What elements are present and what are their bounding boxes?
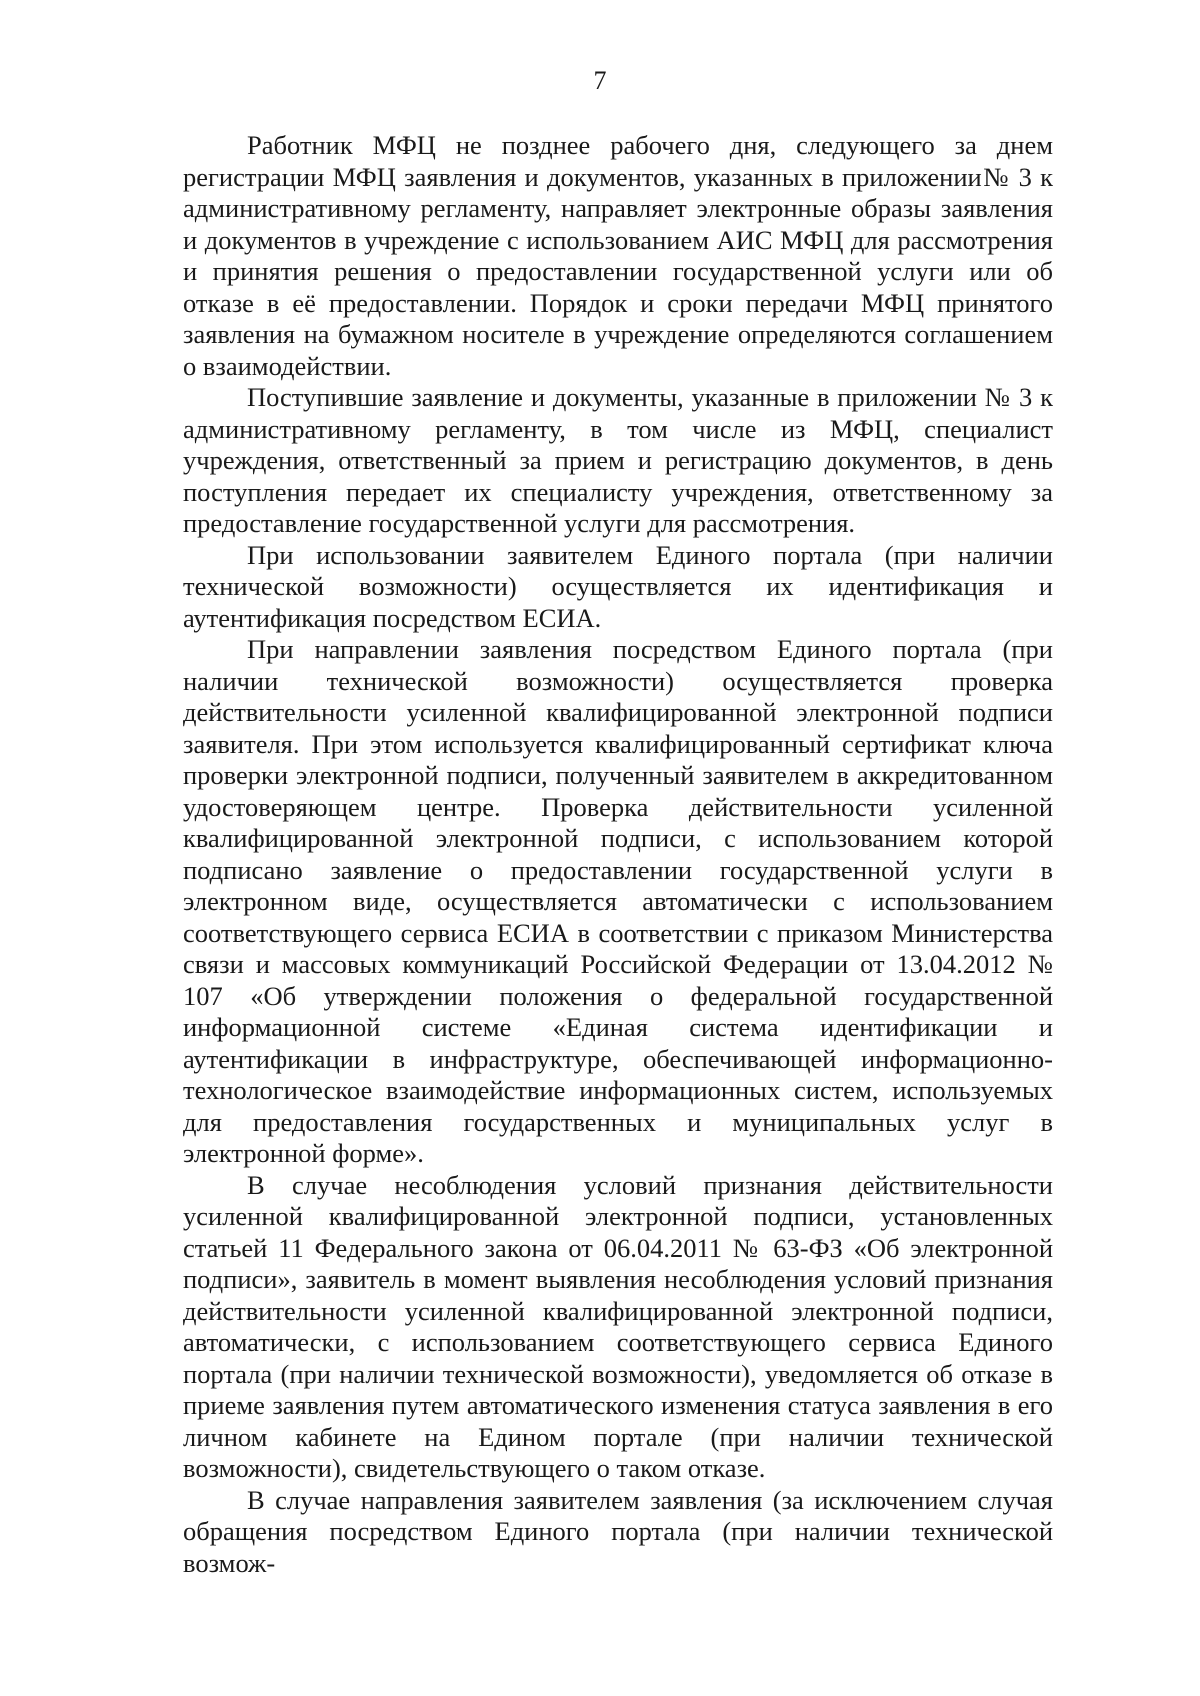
paragraph-received-documents: Поступившие заявление и документы, указанные в приложении № 3 к административному регламенту, в том числе из МФЦ, специалист учреждения, ответственный за прием и регистрацию документов, в день поступления передает их специалисту учреждения, ответственному за предоставление государственной услуги для рассмотрения. [183, 382, 1053, 538]
paragraph-mfc-transfer: Работник МФЦ не позднее рабочего дня, следующего за днем регистрации МФЦ заявления и документов, указанных в приложении№ 3 к административному регламенту, направляет электронные образы заявления и документов в учреждение с использованием АИС МФЦ для рассмотрения и принятия решения о предоставлении государственной услуги или об отказе в её предоставлении. Порядок и сроки передачи МФЦ принятого заявления на бумажном носителе в учреждение определяются соглашением о взаимодействии. [183, 130, 1053, 381]
paragraph-signature-verification: При направлении заявления посредством Единого портала (при наличии технической возможности) осуществляется проверка действительности усиленной квалифицированной электронной подписи заявителя. При этом используется квалифицированный сертификат ключа проверки электронной подписи, полученный заявителем в аккредитованном удостоверяющем центре. Проверка действительности усиленной квалифицированной электронной подписи, с использованием которой подписано заявление о предоставлении государственной услуги в электронном виде, осуществляется автоматически с использованием соответствующего сервиса ЕСИА в соответствии с приказом Министерства связи и массовых коммуникаций Российской Федерации от 13.04.2012 № 107 «Об утверждении положения о федеральной государственной информационной системе «Единая система идентификации и аутентификации в инфраструктуре, обеспечивающей информационно-технологическое взаимодействие информационных систем, используемых для предоставления государственных и муниципальных услуг в электронной форме». [183, 634, 1053, 1168]
paragraph-esia-authentication: При использовании заявителем Единого портала (при наличии технической возможности) осуществляется их идентификация и аутентификация посредством ЕСИА. [183, 539, 1053, 633]
page-number: 7 [593, 66, 607, 95]
paragraph-application-submission: В случае направления заявителем заявления (за исключением случая обращения посредством Единого портала (при наличии технической возмож- [183, 1484, 1053, 1578]
paragraph-signature-noncompliance: В случае несоблюдения условий признания действительности усиленной квалифицированной электронной подписи, установленных статьей 11 Федерального закона от 06.04.2011 № 63-ФЗ «Об электронной подписи», заявитель в момент выявления несоблюдения условий признания действительности усиленной квалифицированной электронной подписи, автоматически, с использованием соответствующего сервиса Единого портала (при наличии технической возможности), уведомляется об отказе в приеме заявления путем автоматического изменения статуса заявления в его личном кабинете на Едином портале (при наличии технической возможности), свидетельствующего о таком отказе. [183, 1169, 1053, 1483]
document-body [183, 130, 1053, 1579]
